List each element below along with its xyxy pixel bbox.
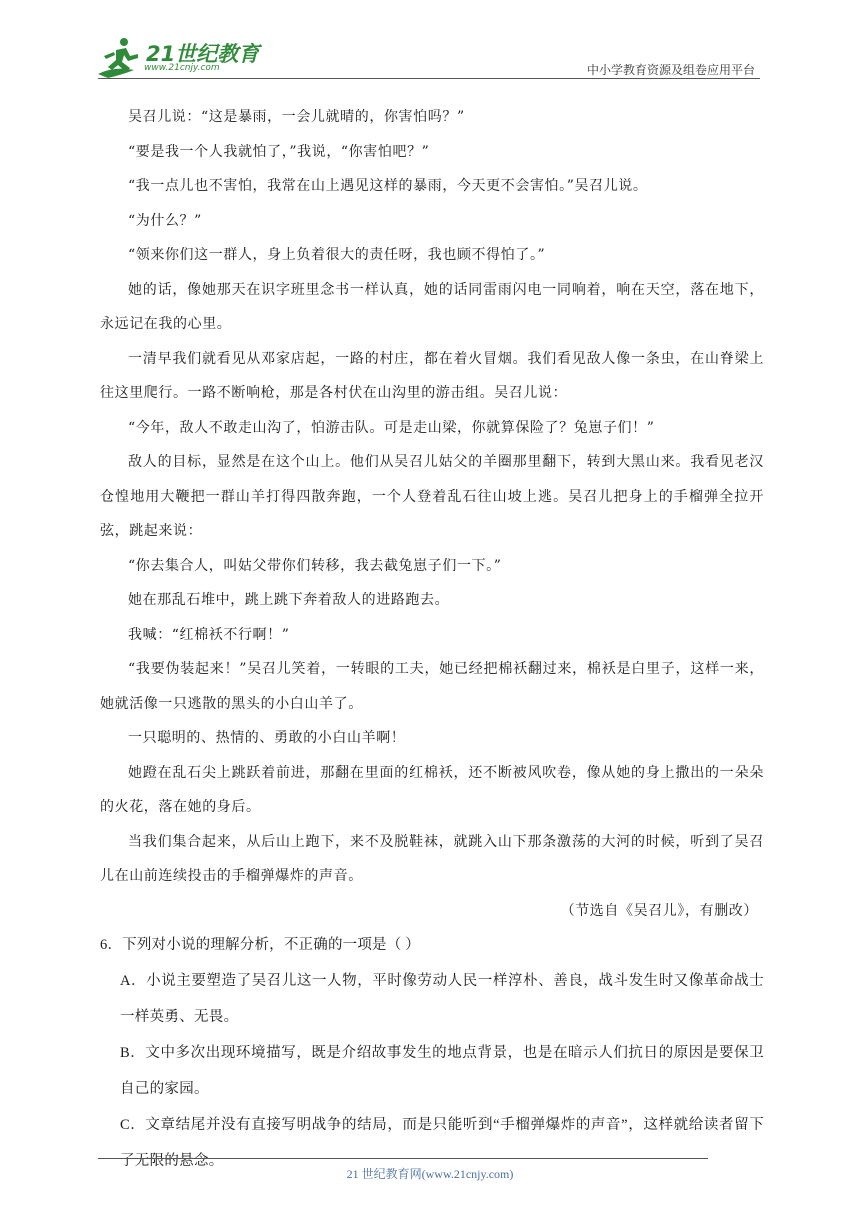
footer-divider: [98, 1158, 708, 1159]
paragraph: “为什么？”: [128, 212, 202, 229]
option-a[interactable]: A．小说主要塑造了吴召儿这一人物，平时像劳动人民一样淳朴、善良，战斗发生时又像革命战士一样英勇、无畏。: [120, 972, 764, 1025]
header-divider: [98, 78, 760, 79]
page-header: [0, 0, 860, 80]
option-c[interactable]: C．文章结尾并没有直接写明战争的结局，而是只能听到“手榴弹爆炸的声音”，这样就给读者留下了无限的悬念。: [120, 1116, 764, 1169]
paragraph: “我要伪装起来！”吴召儿笑着，一转眼的工夫，她已经把棉袄翻过来，棉袄是白里子，这样一来，她就活像一只逃散的黑头的小白山羊了。: [100, 661, 764, 712]
paragraph: 一清早我们就看见从邓家店起，一路的村庄，都在着火冒烟。我们看见敌人像一条虫，在山脊梁上往这里爬行。一路不断响枪，那是各村伏在山沟里的游击组。吴召儿说：: [100, 350, 764, 401]
paragraph: “你去集合人，叫姑父带你们转移，我去截兔崽子们一下。”: [128, 557, 502, 574]
footer-link[interactable]: 21 世纪教育网(www.21cnjy.com): [346, 1167, 514, 1181]
logo-url: www.21cnjy.com: [144, 63, 220, 73]
paragraph: “今年，敌人不敢走山沟了，怕游击队。可是走山梁，你就算保险了？兔崽子们！”: [128, 419, 655, 436]
paragraph: 她蹬在乱石尖上跳跃着前进，那翻在里面的红棉袄，还不断被风吹卷，像从她的身上撒出的一朵朵的火花，落在她的身后。: [100, 764, 764, 815]
source-citation: （节选自《吴召儿》，有删改）: [560, 902, 758, 919]
site-logo[interactable]: [94, 36, 264, 80]
paragraph: “领来你们这一群人，身上负着很大的责任呀，我也顾不得怕了。”: [128, 247, 546, 263]
paragraph: “我一点儿也不害怕，我常在山上遇见这样的暴雨，今天更不会害怕。”吴召儿说。: [128, 178, 648, 194]
paragraph: 她的话，像她那天在识字班里念书一样认真，她的话同雷雨闪电一同响着，响在天空，落在地下，永远记在我的心里。: [100, 281, 764, 332]
paragraph: 我喊：“红棉袄不行啊！”: [128, 626, 290, 643]
document-body: [100, 100, 764, 1179]
question-stem: 6．下列对小说的理解分析，不正确的一项是（ ）: [100, 937, 420, 953]
paragraph: “要是我一个人我就怕了，”我说，“你害怕吧？”: [128, 143, 430, 160]
platform-title: 中小学教育资源及组卷应用平台: [586, 63, 755, 77]
logo-text: 21世纪教育: [146, 42, 260, 66]
option-b[interactable]: B．文中多次出现环境描写，既是介绍故事发生的地点背景，也是在暗示人们抗日的原因是要保卫自己的家园。: [120, 1044, 764, 1097]
paragraph: 一只聪明的、热情的、勇敢的小白山羊啊！: [128, 730, 406, 746]
paragraph: 她在那乱石堆中，跳上跳下奔着敌人的进路跑去。: [128, 592, 450, 608]
paragraph: 吴召儿说：“这是暴雨，一会儿就晴的，你害怕吗？”: [128, 109, 465, 125]
runner-icon: [94, 36, 150, 80]
paragraph: 当我们集合起来，从后山上跑下，来不及脱鞋袜，就跳入山下那条激荡的大河的时候，听到了吴召儿在山前连续投击的手榴弹爆炸的声音。: [100, 833, 764, 884]
paragraph: 敌人的目标，显然是在这个山上。他们从吴召儿姑父的羊圈那里翻下，转到大黑山来。我看见老汉仓惶地用大鞭把一群山羊打得四散奔跑，一个人登着乱石往山坡上逃。吴召儿把身上的手榴弹全拉开弦，跳起来说：: [100, 454, 764, 539]
